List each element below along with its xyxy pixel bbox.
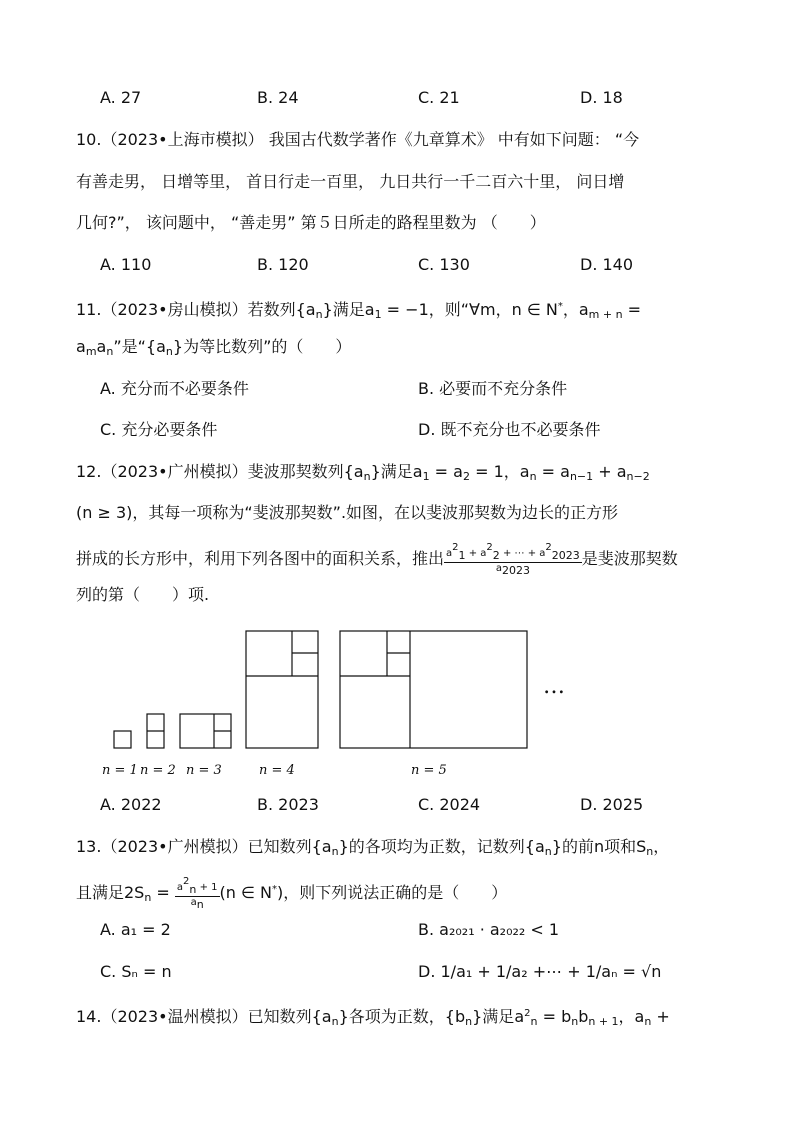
q9-option-b: B. 24 bbox=[257, 88, 299, 107]
q10-stem-line3: 几何?”， 该问题中， “善走男” 第５日所走的路程里数为 （ ） bbox=[76, 213, 546, 232]
q12-option-a: A. 2022 bbox=[100, 795, 162, 814]
rect-n5 bbox=[340, 631, 527, 748]
q12-stem-line3: 拼成的长方形中，利用下列各图中的面积关系，推出 $\frac{a^2_1 + a^2_2 + \cdots + a^2_{2023}}{a_{2023}}$ 是斐波那契数 bbox=[76, 542, 678, 577]
q13-fraction: $\frac{a^2_n + 1}{a_n}$ bbox=[176, 876, 218, 911]
q11-option-d: D. 既不充分也不必要条件 bbox=[418, 420, 601, 439]
q9-option-c: C. 21 bbox=[418, 88, 460, 107]
fibonacci-squares-figure bbox=[100, 625, 580, 780]
q13-option-b: B. a₂₀₂₁ · a₂₀₂₂ < 1 bbox=[418, 920, 560, 939]
label-n5: n = 5 bbox=[411, 763, 447, 778]
q12-stem-line2: (n ≥ 3)，其每一项称为“斐波那契数”.如图，在以斐波那契数为边长的正方形 bbox=[76, 503, 619, 522]
q13-stem-line1: 13.（2023•广州模拟）已知数列$\{a_n\}$的各项均为正数，记数列$\{a_n\}$的前n项和$S_n$， bbox=[76, 837, 670, 858]
q10-option-b: B. 120 bbox=[257, 255, 309, 274]
q12-stem-line4: 列的第（ ）项. bbox=[76, 585, 210, 604]
q12-option-c: C. 2024 bbox=[418, 795, 481, 814]
q11-option-a: A. 充分而不必要条件 bbox=[100, 379, 249, 398]
q9-option-a: A. 27 bbox=[100, 88, 142, 107]
rect-n4 bbox=[246, 631, 318, 748]
q11-option-c: C. 充分必要条件 bbox=[100, 420, 218, 439]
q12-stem-line1: 12.（2023•广州模拟）斐波那契数列$\{a_n\}$满足$a_1 = a_2 = 1$，$a_n = a_{n-1} + a_{n-2}$ bbox=[76, 462, 650, 483]
label-n2: n = 2 bbox=[140, 763, 176, 778]
q13-stem-line2: 且满足$2S_n$ = $\frac{a^2_n + 1}{a_n}$ (n ∈ N*)，则下列说法正确的是（ ） bbox=[76, 876, 508, 911]
square-n1 bbox=[114, 731, 131, 748]
q13-option-c: C. Sₙ = n bbox=[100, 962, 172, 981]
label-n1: n = 1 bbox=[102, 763, 138, 778]
q10-stem-line2: 有善走男， 日增等里， 首日行走一百里， 九日共行一千二百六十里， 问日增 bbox=[76, 172, 625, 191]
q10-option-c: C. 130 bbox=[418, 255, 470, 274]
q13-option-a: A. a₁ = 2 bbox=[100, 920, 171, 939]
label-n3: n = 3 bbox=[186, 763, 222, 778]
q13-option-d: D. 1/a₁ + 1/a₂ +⋯ + 1/aₙ = √n bbox=[418, 962, 662, 981]
figure-ellipsis: … bbox=[543, 674, 565, 699]
q10-option-d: D. 140 bbox=[580, 255, 634, 274]
q14-stem-line1: 14.（2023•温州模拟）已知数列$\{a_n\}$各项为正数，$\{b_n\}$满足$a^2_n = b_nb_{n + 1}$，$a_n$ + bbox=[76, 1007, 670, 1028]
q11-stem-line2: $a_ma_n$”是“$\{a_n\}$为等比数列”的（ ） bbox=[76, 337, 352, 358]
q12-option-d: D. 2025 bbox=[580, 795, 644, 814]
q11-option-b: B. 必要而不充分条件 bbox=[418, 379, 568, 398]
q12-fraction: $\frac{a^2_1 + a^2_2 + \cdots + a^2_{2023}}{a_{2023}}$ bbox=[446, 542, 580, 577]
q11-stem-line1: 11.（2023•房山模拟）若数列$\{a_n\}$满足$a_1 = -1$，则“∀m，n ∈ N*，$a_m$ $_{+ n}$ = bbox=[76, 300, 642, 321]
q12-option-b: B. 2023 bbox=[257, 795, 319, 814]
label-n4: n = 4 bbox=[259, 763, 295, 778]
q9-option-d: D. 18 bbox=[580, 88, 623, 107]
q10-stem-line1: 10.（2023•上海市模拟） 我国古代数学著作《九章算术》 中有如下问题： “今 bbox=[76, 130, 640, 149]
q10-option-a: A. 110 bbox=[100, 255, 152, 274]
